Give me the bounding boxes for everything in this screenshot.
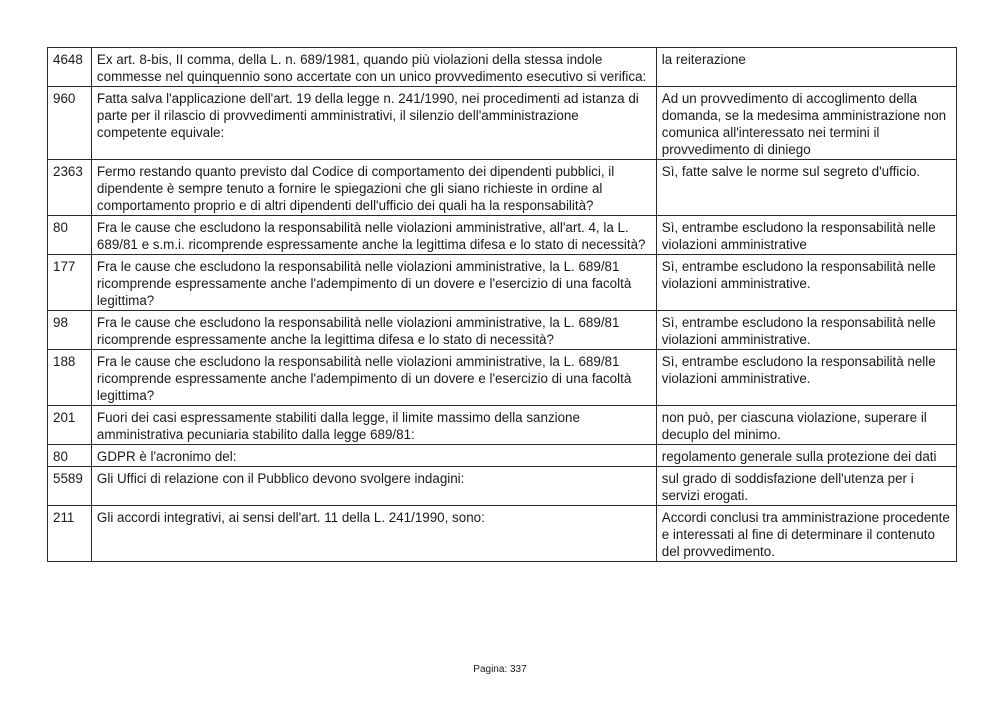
question-id-cell: 80 xyxy=(48,216,92,255)
table-row xyxy=(48,350,957,406)
question-id-cell: 80 xyxy=(48,445,92,467)
question-id-cell: 201 xyxy=(48,406,92,445)
table-body xyxy=(48,48,957,562)
table-row xyxy=(48,87,957,160)
table-row xyxy=(48,255,957,311)
answer-text-cell: Sì, fatte salve le norme sul segreto d'ufficio. xyxy=(656,160,956,216)
question-text-cell: Fatta salva l'applicazione dell'art. 19 della legge n. 241/1990, nei procedimenti ad istanza di parte per il rilascio di provvedimenti amministrativi, il silenzio dell'amministrazione competente equivale: xyxy=(91,87,656,160)
answer-text-cell: Sì, entrambe escludono la responsabilità nelle violazioni amministrative. xyxy=(656,350,956,406)
answer-text-cell: Accordi conclusi tra amministrazione procedente e interessati al fine di determinare il contenuto del provvedimento. xyxy=(656,506,956,562)
answer-text-cell: Sì, entrambe escludono la responsabilità nelle violazioni amministrative xyxy=(656,216,956,255)
question-id-cell: 177 xyxy=(48,255,92,311)
answer-text-cell: Sì, entrambe escludono la responsabilità nelle violazioni amministrative. xyxy=(656,311,956,350)
question-text-cell: Fuori dei casi espressamente stabiliti dalla legge, il limite massimo della sanzione amministrativa pecuniaria stabilito dalla legge 689/81: xyxy=(91,406,656,445)
table-row xyxy=(48,506,957,562)
question-answer-table xyxy=(47,47,957,562)
question-id-cell: 960 xyxy=(48,87,92,160)
answer-text-cell: non può, per ciascuna violazione, superare il decuplo del minimo. xyxy=(656,406,956,445)
table-row xyxy=(48,311,957,350)
question-id-cell: 4648 xyxy=(48,48,92,87)
question-id-cell: 2363 xyxy=(48,160,92,216)
question-id-cell: 211 xyxy=(48,506,92,562)
table-row xyxy=(48,48,957,87)
table-row xyxy=(48,160,957,216)
question-text-cell: Gli accordi integrativi, ai sensi dell'art. 11 della L. 241/1990, sono: xyxy=(91,506,656,562)
question-id-cell: 188 xyxy=(48,350,92,406)
answer-text-cell: Ad un provvedimento di accoglimento della domanda, se la medesima amministrazione non comunica all'interessato nei termini il provvedimento di diniego xyxy=(656,87,956,160)
question-text-cell: GDPR è l'acronimo del: xyxy=(91,445,656,467)
answer-text-cell: la reiterazione xyxy=(656,48,956,87)
table-row xyxy=(48,445,957,467)
table-row xyxy=(48,216,957,255)
question-text-cell: Fra le cause che escludono la responsabilità nelle violazioni amministrative, la L. 689/81 ricomprende espressamente anche l'adempimento di un dovere e l'esercizio di una facoltà legittima? xyxy=(91,255,656,311)
answer-text-cell: Sì, entrambe escludono la responsabilità nelle violazioni amministrative. xyxy=(656,255,956,311)
question-text-cell: Fermo restando quanto previsto dal Codice di comportamento dei dipendenti pubblici, il dipendente è sempre tenuto a fornire le spiegazioni che gli siano richieste in ordine al comportamento proprio e di altri dipendenti dell'ufficio dei quali ha la responsabilità? xyxy=(91,160,656,216)
question-text-cell: Fra le cause che escludono la responsabilità nelle violazioni amministrative, la L. 689/81 ricomprende espressamente anche la legittima difesa e lo stato di necessità? xyxy=(91,311,656,350)
question-text-cell: Gli Uffici di relazione con il Pubblico devono svolgere indagini: xyxy=(91,467,656,506)
question-id-cell: 5589 xyxy=(48,467,92,506)
page-number-footer: Pagina: 337 xyxy=(473,664,527,675)
answer-text-cell: regolamento generale sulla protezione dei dati xyxy=(656,445,956,467)
question-text-cell: Fra le cause che escludono la responsabilità nelle violazioni amministrative, la L. 689/81 ricomprende espressamente anche l'adempimento di un dovere e l'esercizio di una facoltà legittima? xyxy=(91,350,656,406)
table-row xyxy=(48,406,957,445)
question-text-cell: Fra le cause che escludono la responsabilità nelle violazioni amministrative, all'art. 4, la L. 689/81 e s.m.i. ricomprende espressamente anche la legittima difesa e lo stato di necessità? xyxy=(91,216,656,255)
question-id-cell: 98 xyxy=(48,311,92,350)
table-row xyxy=(48,467,957,506)
answer-text-cell: sul grado di soddisfazione dell'utenza per i servizi erogati. xyxy=(656,467,956,506)
question-text-cell: Ex art. 8-bis, II comma, della L. n. 689/1981, quando più violazioni della stessa indole commesse nel quinquennio sono accertate con un unico provvedimento esecutivo si verifica: xyxy=(91,48,656,87)
